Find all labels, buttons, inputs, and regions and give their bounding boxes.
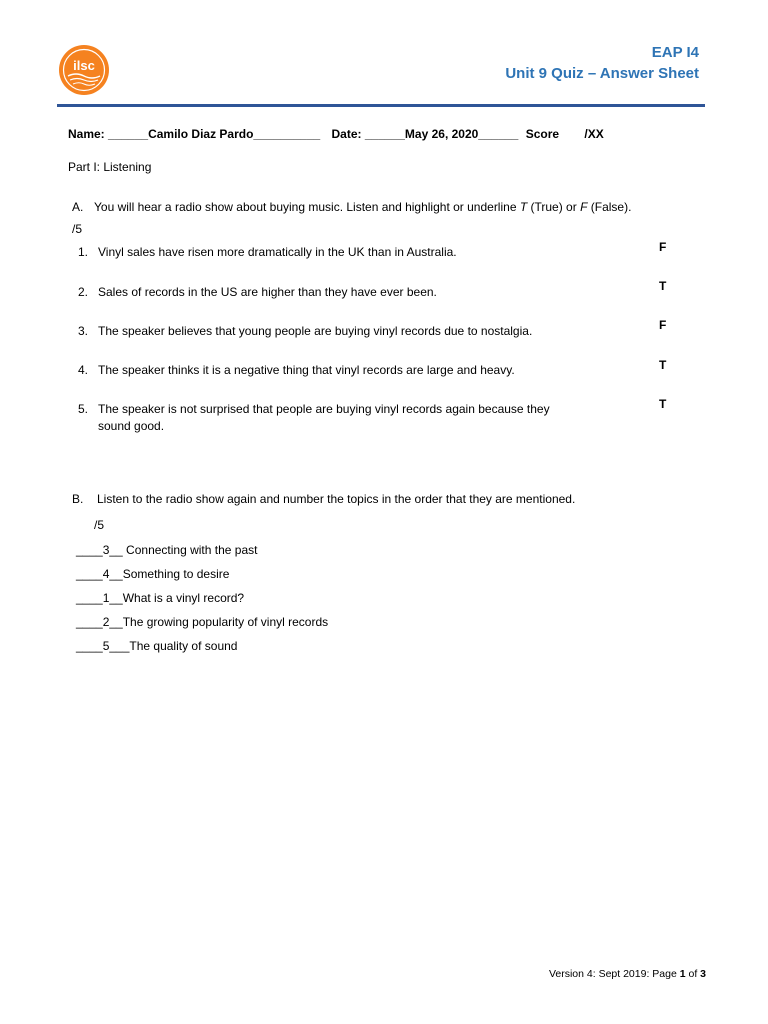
section-b-points: /5 — [94, 518, 105, 532]
date-value: ______May 26, 2020______ — [364, 127, 519, 141]
question-text: The speaker thinks it is a negative thing that vinyl records are large and heavy. — [98, 363, 515, 377]
question-text-continued: sound good. — [98, 419, 165, 433]
section-a-instruction: You will hear a radio show about buying music. Listen and highlight or underline T (True) or F (False). — [94, 200, 632, 214]
topic-order-item: ____1__What is a vinyl record? — [76, 591, 245, 605]
date-label: Date: — [331, 127, 362, 141]
section-a-letter: A. — [72, 200, 84, 214]
course-code: EAP I4 — [651, 44, 699, 61]
answer-mark: F — [659, 240, 667, 254]
answer-mark: T — [659, 279, 667, 293]
question-text: Sales of records in the US are higher than they have ever been. — [98, 285, 437, 299]
svg-text:ilsc: ilsc — [73, 58, 95, 73]
document-title: Unit 9 Quiz – Answer Sheet — [505, 65, 699, 82]
header-divider — [57, 104, 705, 107]
topic-order-item: ____4__Something to desire — [76, 567, 230, 581]
question-text: The speaker is not surprised that people are buying vinyl records again because they — [98, 402, 550, 416]
topic-order-item: ____2__The growing popularity of vinyl records — [76, 615, 329, 629]
part-title: Part I: Listening — [68, 160, 152, 174]
question-number: 5. — [78, 402, 89, 416]
question-text: The speaker believes that young people are buying vinyl records due to nostalgia. — [98, 324, 533, 338]
ilsc-logo — [57, 43, 111, 97]
question-text: Vinyl sales have risen more dramatically in the UK than in Australia. — [98, 245, 457, 259]
question-number: 3. — [78, 324, 89, 338]
question-number: 4. — [78, 363, 89, 377]
section-b-letter: B. — [72, 492, 84, 506]
answer-mark: T — [659, 397, 667, 411]
page-footer: Version 4: Sept 2019: Page 1 of 3 — [548, 968, 706, 980]
name-value: ______Camilo Diaz Pardo__________ — [108, 127, 321, 141]
topic-order-item: ____3__ Connecting with the past — [76, 543, 258, 557]
question-number: 2. — [78, 285, 89, 299]
answer-mark: F — [659, 318, 667, 332]
topic-order-item: ____5___The quality of sound — [76, 639, 238, 653]
student-info-line — [68, 127, 604, 141]
section-a-points: /5 — [72, 222, 83, 236]
question-number: 1. — [78, 245, 89, 259]
score-value: /XX — [584, 127, 604, 141]
answer-mark: T — [659, 358, 667, 372]
section-b-instruction: Listen to the radio show again and number the topics in the order that they are mentioned. — [97, 492, 576, 506]
name-label: Name: — [68, 127, 105, 141]
score-label: Score — [525, 127, 560, 141]
